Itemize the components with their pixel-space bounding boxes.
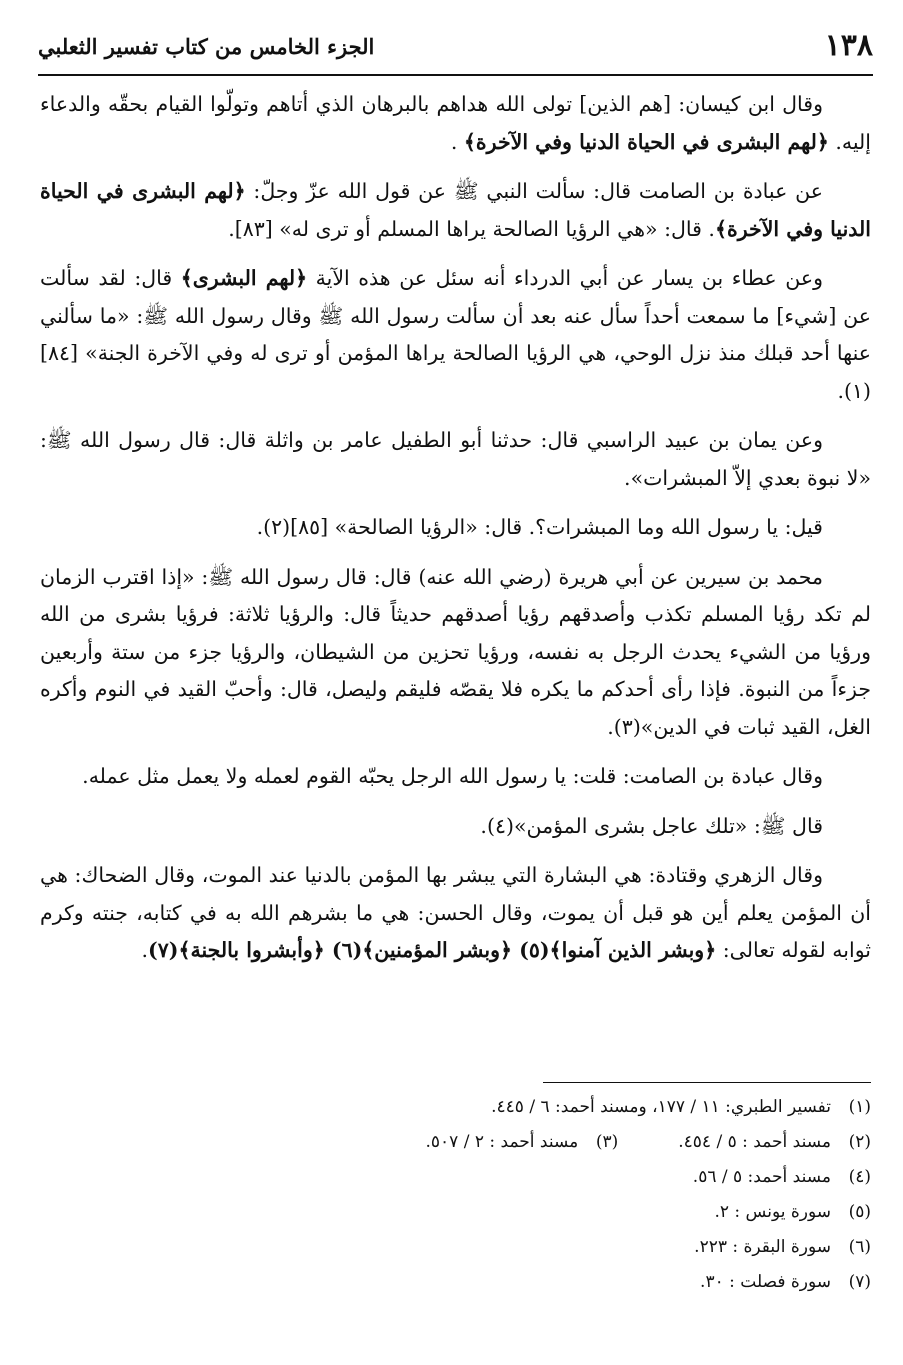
running-title: الجزء الخامس من كتاب تفسير الثعلبي — [38, 34, 375, 59]
footnote: (٤) مسند أحمد: ٥ / ٥٦. — [692, 1167, 871, 1187]
main-text — [40, 86, 871, 982]
quran-quote: ﴿لهم البشرى في الحياة الدنيا وفي الآخرة﴾ — [463, 129, 829, 154]
quran-quote: ﴿لهم البشرى في الحياة الدنيا وفي الآخرة﴾ — [40, 179, 871, 241]
footnote: (٦) سورة البقرة : ٢٢٣. — [694, 1237, 871, 1257]
paragraph: وقال الزهري وقتادة: هي البشارة التي يبشر بها المؤمن بالدنيا عند الموت، وقال الضحاك: هي أن المؤمن يعلم أين هو قبل أن يموت، وقال الحسن: هي ما بشرهم الله به في كتابه، جنته وكرم ثوابه لقوله تعالى: ﴿وبشر الذين آمنوا﴾(٥) ﴿وبشر المؤمنين﴾(٦) ﴿وأبشروا بالجنة﴾(٧). — [40, 863, 871, 962]
footnote: (٧) سورة فصلت : ٣٠. — [700, 1272, 871, 1292]
footnotes — [40, 1090, 871, 1300]
paragraph: وعن عطاء بن يسار عن أبي الدرداء أنه سئل عن هذه الآية ﴿لهم البشرى﴾ قال: لقد سألت عن [شيء] ما سمعت أحداً سأل عنه بعد أن سألت رسول الله ﷺ وقال رسول الله ﷺ: «ما سألني عنها أحد قبلك منذ نزل الوحي، هي الرؤيا الصالحة يراها المؤمن أو ترى له وفي الآخرة الجنة» [٨٤](١). — [40, 266, 871, 403]
paragraph: عن عبادة بن الصامت قال: سألت النبي ﷺ عن قول الله عزّ وجلّ: ﴿لهم البشرى في الحياة الدنيا وفي الآخرة﴾. قال: «هي الرؤيا الصالحة يراها المسلم أو ترى له» [٨٣]. — [40, 179, 871, 241]
paragraph: محمد بن سيرين عن أبي هريرة (رضي الله عنه) قال: قال رسول الله ﷺ: «إذا اقترب الزمان لم تكد رؤيا المسلم تكذب وأصدقهم رؤيا أصدقهم حديثاً قال: والرؤيا ثلاثة: فرؤيا بشرى من الله ورؤيا من الشيء يحدث الرجل به نفسه، ورؤيا تحزين من الشيطان، والرؤيا جزء من ستة وأربعين جزءاً من النبوة. فإذا رأى أحدكم ما يكره فلا يقصّه فليقم وليصل، قال: وأحبّ القيد في النوم وأكره الغل، القيد ثبات في الدين»(٣). — [40, 564, 871, 739]
quran-quote: ﴿لهم البشرى﴾ — [180, 266, 308, 290]
paragraph: قال ﷺ: «تلك عاجل بشرى المؤمن»(٤). — [480, 813, 823, 838]
page-number: ١٣٨ — [824, 28, 873, 63]
footnote: (٥) سورة يونس : ٢. — [714, 1202, 871, 1222]
footnote: (١) تفسير الطبري: ١١ / ١٧٧، ومسند أحمد: ٦ / ٤٤٥. — [491, 1097, 871, 1117]
footnote: (٢) مسند أحمد : ٥ / ٤٥٤. (٣) مسند أحمد : ٢ / ٥٠٧. — [425, 1132, 871, 1152]
paragraph: وقال عبادة بن الصامت: قلت: يا رسول الله الرجل يحبّه القوم لعمله ولا يعمل مثل عمله. — [82, 764, 823, 788]
paragraph: قيل: يا رسول الله وما المبشرات؟. قال: «الرؤيا الصالحة» [٨٥](٢). — [256, 515, 823, 539]
paragraph: وقال ابن كيسان: [هم الذين] تولى الله هداهم بالبرهان الذي أتاهم وتولّوا القيام بحقّه والدعاء إليه. ﴿لهم البشرى في الحياة الدنيا وفي الآخرة﴾ . — [40, 92, 871, 154]
paragraph: وعن يمان بن عبيد الراسبي قال: حدثنا أبو الطفيل عامر بن واثلة قال: قال رسول الله ﷺ: «لا نبوة بعدي إلاّ المبشرات». — [40, 428, 871, 490]
quran-quote: ﴿وبشر الذين آمنوا﴾(٥) ﴿وبشر المؤمنين﴾(٦) ﴿وأبشروا بالجنة﴾(٧) — [148, 938, 717, 962]
page-header — [38, 28, 873, 74]
footnote-rule — [543, 1082, 871, 1083]
header-rule — [38, 74, 873, 76]
